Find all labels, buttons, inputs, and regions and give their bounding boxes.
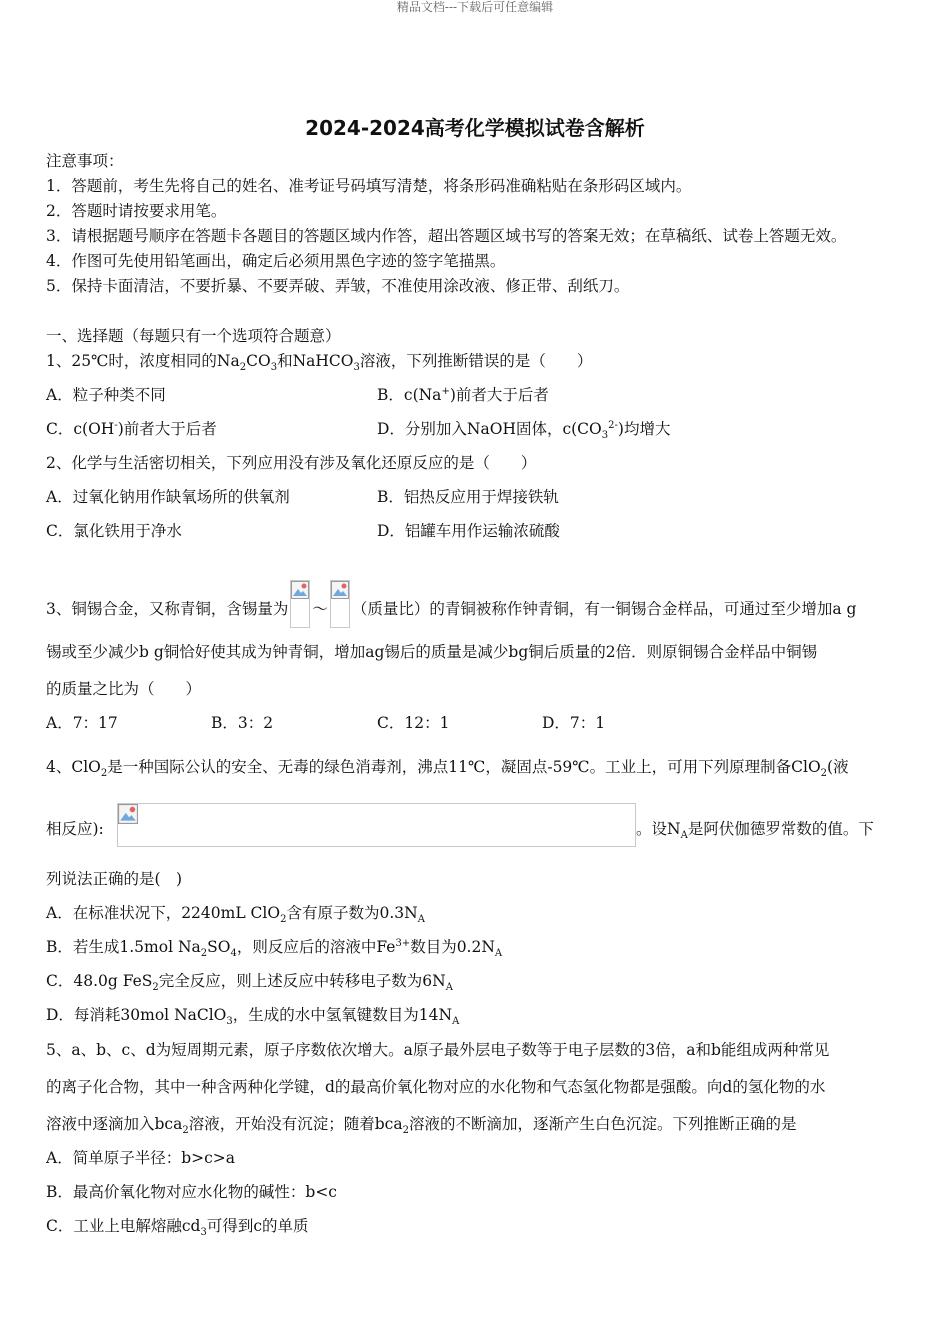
q3-option-a: A．7：17 (46, 714, 118, 732)
question-1-stem: 1、25℃时，浓度相同的$Na_2CO_3$和NaHCO$_3$溶液，下列推断错误的是（ ） (46, 352, 593, 374)
q4-option-a: A．在标准状况下，2240mL ClO$_2$含有原子数为$0.3N_A$ (46, 904, 425, 926)
broken-image-icon (291, 581, 309, 599)
broken-image-icon (118, 804, 138, 824)
q4-option-d: D．每消耗30mol NaClO$_3$，生成的水中氢氧键数目为$14N_A$ (46, 1006, 460, 1028)
notice-item: 4．作图可先使用铅笔画出，确定后必须用黑色字迹的签字笔描黑。 (46, 252, 506, 270)
fraction-image-placeholder (330, 580, 350, 628)
notice-item: 1．答题前，考生先将自己的姓名、准考证号码填写清楚，将条形码准确粘贴在条形码区域内。 (46, 177, 692, 195)
page-title: 2024-2024高考化学模拟试卷含解析 (305, 116, 645, 140)
question-3-line-1: 3、铜锡合金，又称青铜，含锡量为 ～ （质量比）的青铜被称作钟青铜，有一铜锡合金样品，可通过至少增加a g (46, 580, 856, 628)
notice-item: 2．答题时请按要求用笔。 (46, 202, 227, 220)
q2-option-a: A．过氧化钠用作缺氧场所的供氧剂 (46, 488, 290, 506)
question-3-line-3: 的质量之比为（ ） (46, 680, 202, 698)
notice-item: 5．保持卡面清洁，不要折暴、不要弄破、弄皱，不准使用涂改液、修正带、刮纸刀。 (46, 277, 630, 295)
q1-option-a: A．粒子种类不同 (46, 386, 166, 404)
question-4-line-2b: 。设$N_A$是阿伏伽德罗常数的值。下 (636, 820, 874, 842)
q5-option-b: B．最高价氧化物对应水化物的碱性：b<c (46, 1183, 337, 1201)
fraction-image-placeholder (290, 580, 310, 628)
q5-option-c: C．工业上电解熔融$cd_3$可得到c的单质 (46, 1217, 309, 1239)
question-4-line-3: 列说法正确的是( ) (46, 870, 183, 888)
question-2-stem: 2、化学与生活密切相关，下列应用没有涉及氧化还原反应的是（ ） (46, 454, 537, 472)
q2-option-c: C．氯化铁用于净水 (46, 522, 182, 540)
q3-option-c: C．12：1 (377, 714, 450, 732)
q4-option-c: C．48.0g FeS$_2$完全反应，则上述反应中转移电子数为$6N_A$ (46, 972, 453, 994)
q1-option-d: D．分别加入NaOH固体，$c(CO_3^{2-})$均增大 (377, 419, 671, 442)
q2-option-d: D．铝罐车用作运输浓硫酸 (377, 522, 560, 540)
question-3-line-2: 锡或至少减少b g铜恰好使其成为钟青铜，增加ag锡后的质量是减少bg铜后质量的2倍．则原铜锡合金样品中铜锡 (46, 643, 818, 661)
question-5-line-2: 的离子化合物，其中一种含两种化学键，d的最高价氧化物对应的水化物和气态氢化物都是强酸。向d的氢化物的水 (46, 1078, 826, 1096)
notice-item: 3．请根据题号顺序在答题卡各题目的答题区域内作答，超出答题区域书写的答案无效；在草稿纸、试卷上答题无效。 (46, 227, 847, 245)
section-heading: 一、选择题（每题只有一个选项符合题意） (46, 327, 341, 345)
question-4-line-2a: 相反应): (46, 820, 104, 838)
q3-option-b: B．3：2 (211, 714, 274, 732)
q3-option-d: D．7：1 (542, 714, 606, 732)
page-header: 精品文档---下载后可任意编辑 (396, 0, 554, 14)
q2-option-b: B．铝热反应用于焊接铁轨 (377, 488, 559, 506)
notice-heading: 注意事项： (46, 152, 124, 170)
question-4-line-1: 4、ClO$_2$是一种国际公认的安全、无毒的绿色消毒剂，沸点11℃，凝固点-59℃。工业上，可用下列原理制备ClO$_2$(液 (46, 758, 849, 780)
q1-option-c: C．c(OH-)前者大于后者 (46, 419, 217, 438)
question-5-line-3: 溶液中逐滴加入bca$_2$溶液，开始没有沉淀；随着bca$_2$溶液的不断滴加，逐渐产生白色沉淀。下列推断正确的是 (46, 1115, 797, 1137)
q1-option-b: B．c(Na+)前者大于后者 (377, 385, 549, 404)
q4-option-b: B．若生成1.5mol $Na_2SO_4$，则反应后的溶液中$Fe^{3+}$数目为$0.2N_A$ (46, 937, 503, 960)
q5-option-a: A．简单原子半径：b>c>a (46, 1149, 236, 1167)
question-5-line-1: 5、a、b、c、d为短周期元素，原子序数依次增大。a原子最外层电子数等于电子层数的3倍，a和b能组成两种常见 (46, 1041, 830, 1059)
broken-image-icon (331, 581, 349, 599)
equation-image-placeholder (117, 803, 636, 847)
